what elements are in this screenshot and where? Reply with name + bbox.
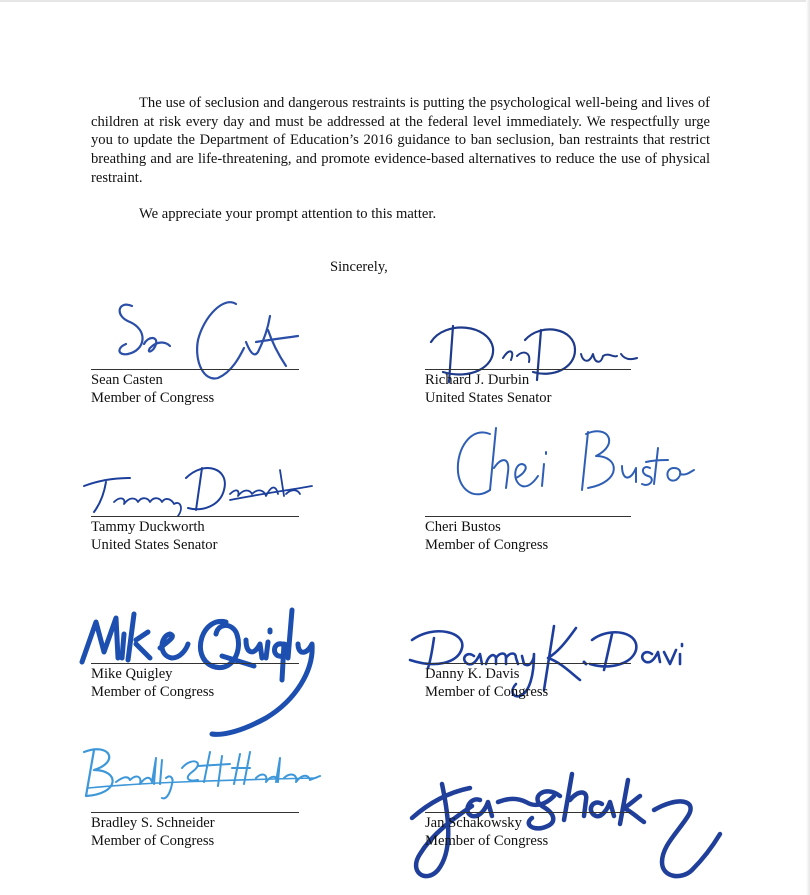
- signature-stroke: [212, 610, 312, 734]
- signature-stroke: [256, 336, 298, 342]
- signature-stroke: [275, 644, 287, 680]
- signature-stroke: [160, 634, 188, 658]
- signature-stroke: [186, 468, 225, 510]
- signature-stroke: [582, 431, 614, 490]
- signatory-name: Richard J. Durbin: [425, 372, 530, 388]
- signature-line: [425, 663, 631, 664]
- signatory-title: Member of Congress: [425, 684, 549, 700]
- closing-salutation: Sincerely,: [330, 259, 388, 275]
- signature-stroke: [82, 618, 118, 662]
- page-right-edge: [806, 0, 810, 895]
- signature-stroke: [664, 650, 676, 664]
- signature-stroke: [200, 621, 238, 667]
- signatory-name: Bradley S. Schneider: [91, 815, 215, 831]
- signature-stroke: [498, 796, 554, 805]
- signature-stroke: [230, 488, 278, 497]
- signature-stroke: [646, 448, 668, 484]
- signature-stroke: [119, 305, 142, 355]
- signature-stroke: [412, 788, 470, 818]
- signature-stroke: [544, 626, 580, 690]
- signature-stroke: [198, 752, 230, 786]
- signature-stroke: [84, 478, 130, 512]
- signature-stroke: [232, 752, 250, 784]
- signature-stroke: [680, 644, 682, 664]
- signature-stroke: [246, 630, 270, 658]
- signature-bustos: [450, 420, 700, 510]
- signature-stroke: [230, 486, 312, 500]
- signature-stroke: [590, 632, 636, 670]
- signatory-name: Tammy Duckworth: [91, 519, 205, 535]
- signature-stroke: [182, 761, 198, 780]
- signature-stroke: [564, 774, 586, 820]
- signature-line: [425, 516, 631, 517]
- signature-stroke: [620, 780, 644, 824]
- signature-stroke: [222, 656, 254, 666]
- signature-line: [425, 369, 631, 370]
- signature-stroke: [591, 802, 614, 816]
- signature-stroke: [529, 791, 560, 828]
- signature-stroke: [515, 464, 538, 486]
- signatory-name: Cheri Bustos: [425, 519, 501, 535]
- signature-stroke: [667, 468, 694, 481]
- signature-stroke: [581, 354, 617, 362]
- signatory-title: Member of Congress: [91, 833, 215, 849]
- signature-line: [91, 516, 299, 517]
- signature-stroke: [246, 316, 270, 354]
- signature-stroke: [490, 428, 508, 490]
- signature-stroke: [467, 799, 492, 816]
- signature-line: [91, 812, 299, 813]
- signatory-title: Member of Congress: [91, 684, 215, 700]
- signature-line: [91, 369, 299, 370]
- signatory-name: Jan Schakowsky: [425, 815, 522, 831]
- signature-stroke: [88, 778, 316, 788]
- signatory-title: Member of Congress: [425, 833, 549, 849]
- signature-stroke: [116, 758, 156, 784]
- signatory-title: Member of Congress: [91, 390, 215, 406]
- signature-stroke: [268, 330, 286, 366]
- signatory-title: United States Senator: [425, 390, 552, 406]
- page-top-edge: [0, 0, 810, 2]
- signature-stroke: [642, 467, 652, 485]
- signature-stroke: [525, 329, 575, 380]
- signature-stroke: [622, 466, 636, 482]
- signature-stroke: [84, 749, 113, 796]
- signature-stroke: [197, 302, 244, 378]
- signature-stroke: [122, 614, 150, 660]
- signatory-name: Sean Casten: [91, 372, 163, 388]
- signature-stroke: [503, 351, 529, 362]
- signatory-title: Member of Congress: [425, 537, 549, 553]
- signature-stroke: [280, 470, 300, 496]
- signature-line: [425, 812, 631, 813]
- signature-schneider: [80, 738, 330, 808]
- body-paragraph-1: The use of seclusion and dangerous restraints is putting the psychological well-being and lives of children at risk every day and must be addressed at the federal level immediately. We respectfully urge you to update the Department of Education’s 2016 guidance to ban seclusion, ban restraints that restrict breathing and are life-threatening, and promote evidence-based alternatives to reduce the use of physical restraint.: [91, 95, 710, 186]
- signatory-name: Mike Quigley: [91, 666, 173, 682]
- signatory-title: United States Senator: [91, 537, 218, 553]
- body-paragraph-2: We appreciate your prompt attention to this matter.: [139, 206, 437, 222]
- signature-stroke: [256, 758, 320, 782]
- signature-stroke: [144, 338, 170, 351]
- signature-stroke: [114, 498, 181, 516]
- signature-stroke: [621, 354, 637, 359]
- signature-stroke: [642, 652, 660, 662]
- signatory-name: Danny K. Davis: [425, 666, 520, 682]
- signature-stroke: [160, 760, 173, 798]
- signature-stroke: [458, 432, 490, 494]
- signature-line: [91, 663, 299, 664]
- signature-stroke: [542, 452, 546, 486]
- signature-stroke: [654, 801, 720, 876]
